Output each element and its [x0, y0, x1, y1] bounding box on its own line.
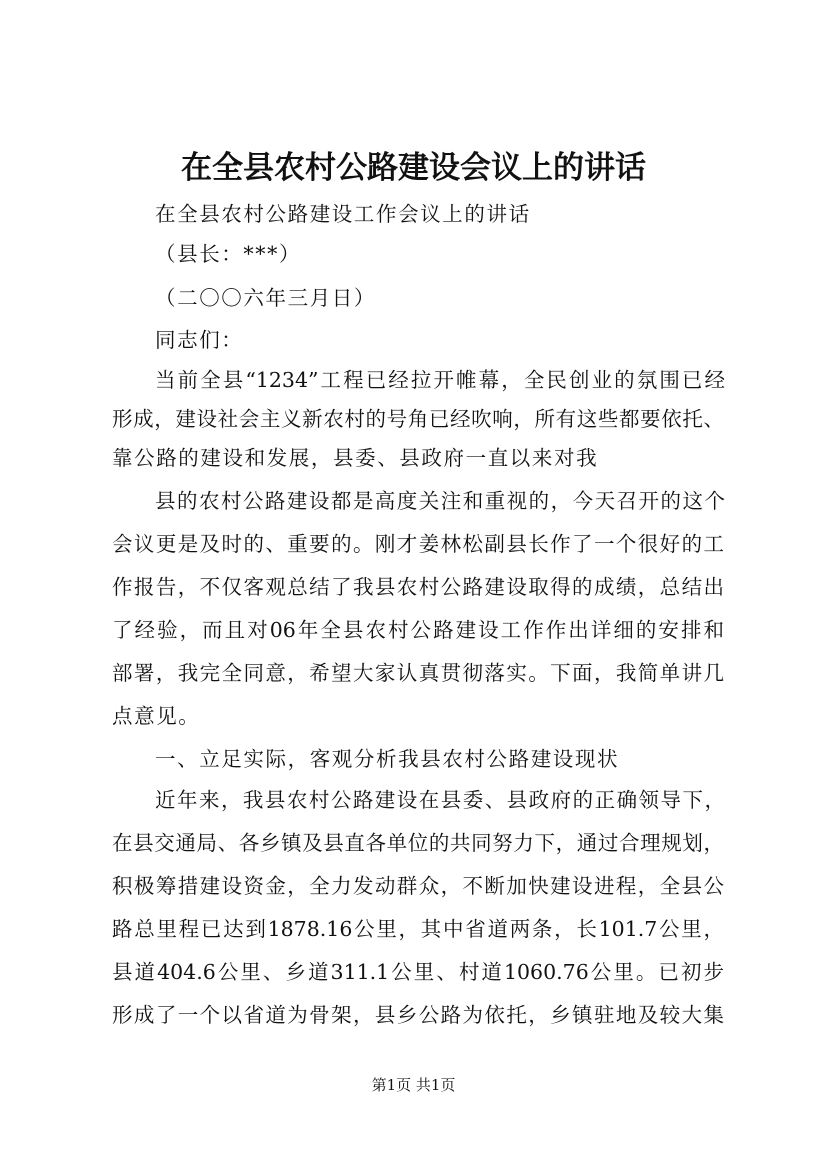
speaker-line: （县长：***）: [155, 242, 302, 266]
paragraph-line: 县道404.6公里、乡道311.1公里、村道1060.76公里。已初步: [112, 960, 724, 984]
paragraph-line: 县的农村公路建设都是高度关注和重视的，今天召开的这个: [155, 489, 725, 513]
paragraph-line: 点意见。: [112, 704, 201, 728]
document-subtitle: 在全县农村公路建设工作会议上的讲话: [155, 202, 531, 226]
paragraph-line: 会议更是及时的、重要的。刚才姜林松副县长作了一个很好的工: [112, 532, 724, 556]
paragraph-line: 当前全县“1234”工程已经拉开帷幕，全民创业的氛围已经: [155, 368, 725, 392]
paragraph-line: 作报告，不仅客观总结了我县农村公路建设取得的成绩，总结出: [112, 575, 724, 599]
paragraph-line: 了经验，而且对06年全县农村公路建设工作作出详细的安排和: [112, 618, 724, 642]
paragraph-line: 近年来，我县农村公路建设在县委、县政府的正确领导下，: [155, 788, 725, 812]
paragraph-line: 部署，我完全同意，希望大家认真贯彻落实。下面，我简单讲几: [112, 661, 724, 685]
document-title: 在全县农村公路建设会议上的讲话: [181, 150, 646, 186]
paragraph-line: 积极筹措建设资金，全力发动群众，不断加快建设进程，全县公: [112, 874, 724, 898]
paragraph-line: 路总里程已达到1878.16公里，其中省道两条，长101.7公里，: [112, 917, 724, 941]
salutation: 同志们：: [155, 328, 244, 352]
paragraph-line: 在县交通局、各乡镇及县直各单位的共同努力下，通过合理规划，: [112, 831, 724, 855]
paragraph-line: 靠公路的建设和发展，县委、县政府一直以来对我: [112, 446, 599, 470]
section-heading: 一、立足实际，客观分析我县农村公路建设现状: [155, 747, 620, 771]
page-footer: 第1页 共1页: [371, 1076, 456, 1094]
date-line: （二〇〇六年三月日）: [155, 286, 376, 310]
paragraph-line: 形成，建设社会主义新农村的号角已经吹响，所有这些都要依托、: [112, 407, 724, 431]
paragraph-line: 形成了一个以省道为骨架，县乡公路为依托，乡镇驻地及较大集: [112, 1003, 724, 1027]
